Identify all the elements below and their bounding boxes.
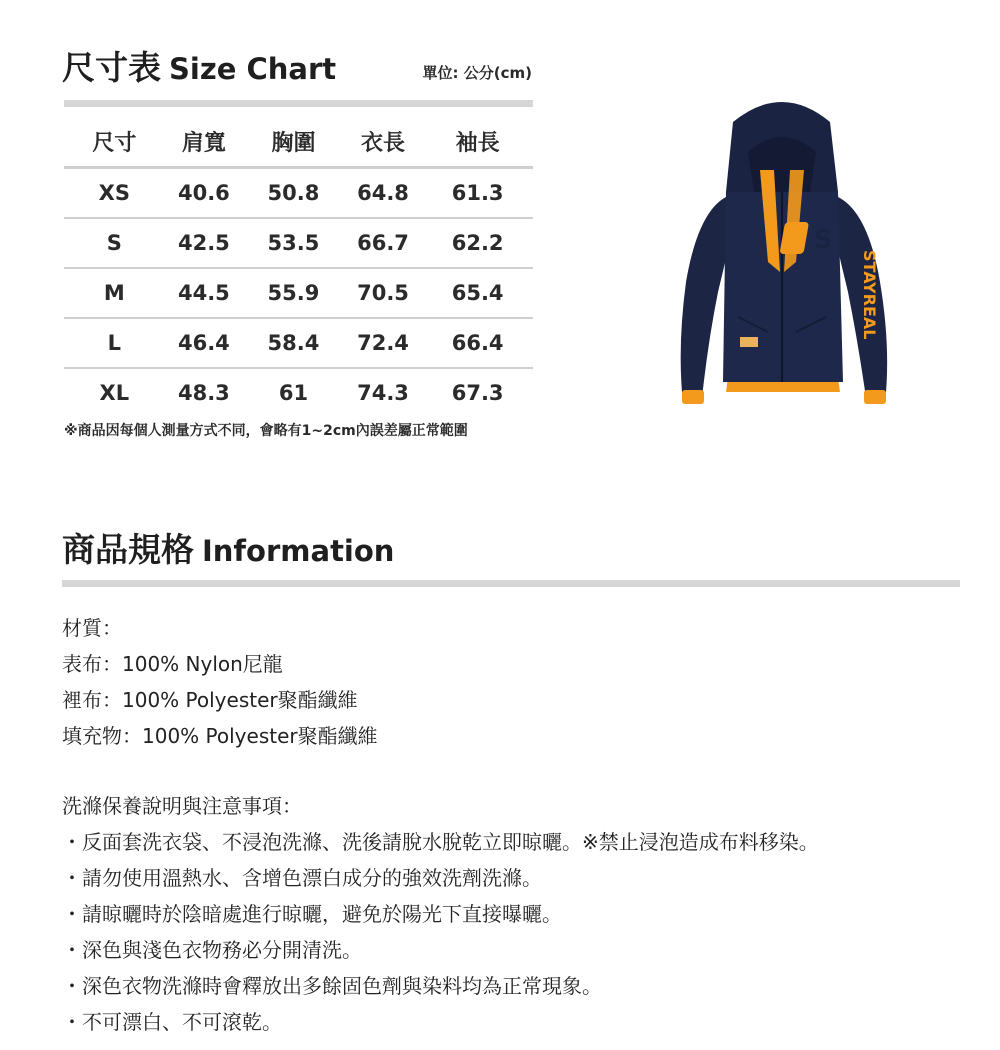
care-title: 洗滌保養說明與注意事項：	[62, 794, 302, 818]
column-header-chest: 胸圍	[243, 116, 344, 168]
table-cell: S	[64, 218, 165, 268]
table-cell: 70.5	[344, 268, 423, 318]
table-cell: 46.4	[165, 318, 244, 368]
measurement-note: ※商品因每個人測量方式不同，會略有1~2cm內誤差屬正常範圍	[64, 423, 468, 439]
table-cell: 48.3	[177, 381, 230, 405]
table-cell: 44.5	[165, 268, 244, 318]
jacket-pocket-label	[740, 337, 758, 347]
info-title	[62, 524, 394, 571]
table-cell: 62.2	[422, 218, 533, 268]
table-cell: 66.7	[344, 218, 423, 268]
table-cell: 61	[278, 381, 309, 405]
unit-label: 單位: 公分(cm)	[422, 64, 532, 82]
table-cell: 40.6	[165, 168, 244, 219]
care-item: ・請勿使用溫熱水、含增色漂白成分的強效洗劑洗滌。	[62, 866, 542, 890]
table-cell: 65.4	[422, 268, 533, 318]
size-chart-title-en: Size Chart	[169, 52, 337, 86]
jacket-right-cuff	[864, 390, 886, 404]
material-line: 表布：100% Nylon尼龍	[62, 652, 283, 676]
material-line: 填充物：100% Polyester聚酯纖維	[62, 724, 378, 748]
column-header-length: 衣長	[344, 116, 423, 168]
care-item: ・深色衣物洗滌時會釋放出多餘固色劑與染料均為正常現象。	[62, 974, 602, 998]
table-cell: 50.8	[243, 168, 344, 219]
info-title-en: Information	[202, 534, 395, 568]
info-title-cn: 商品規格	[62, 530, 194, 569]
care-item: ・反面套洗衣袋、不浸泡洗滌、洗後請脫水脫乾立即晾曬。※禁止浸泡造成布料移染。	[62, 830, 819, 854]
jacket-left-sleeve	[681, 197, 730, 398]
column-header-size: 尺寸	[64, 116, 165, 168]
table-row	[64, 318, 533, 368]
table-header-row	[64, 116, 533, 168]
table-cell: 42.5	[165, 218, 244, 268]
table-row	[64, 168, 533, 219]
care-item: ・深色與淺色衣物務必分開清洗。	[62, 938, 362, 962]
material-line: 裡布：100% Polyester聚酯纖維	[62, 688, 358, 712]
care-section	[62, 788, 819, 1040]
size-chart-title	[62, 42, 336, 89]
jacket-image	[668, 92, 896, 424]
column-header-shoulder: 肩寬	[165, 116, 244, 168]
table-cell: 58.4	[243, 318, 344, 368]
jacket-chest-logo: S	[813, 225, 833, 255]
care-item: ・請晾曬時於陰暗處進行晾曬，避免於陽光下直接曝曬。	[62, 902, 562, 926]
section-divider	[64, 100, 533, 107]
table-row	[64, 368, 533, 417]
size-chart-title-cn: 尺寸表	[62, 48, 161, 87]
material-line: 材質：	[62, 616, 122, 640]
table-row	[64, 218, 533, 268]
jacket-sleeve-brand: STAYREAL	[860, 250, 879, 340]
jacket-hood-opening	[748, 137, 816, 192]
size-table	[64, 116, 533, 417]
table-cell: XS	[64, 168, 165, 219]
size-chart-header	[62, 42, 532, 92]
table-cell: XL	[99, 381, 130, 405]
table-cell: 61.3	[422, 168, 533, 219]
table-row	[64, 268, 533, 318]
table-cell: L	[64, 318, 165, 368]
jacket-left-cuff	[682, 390, 704, 404]
table-cell: 74.3	[357, 381, 409, 405]
table-cell: 72.4	[344, 318, 423, 368]
table-cell: M	[64, 268, 165, 318]
material-section	[62, 610, 378, 754]
section-divider	[62, 580, 960, 587]
table-cell: 67.3	[451, 381, 504, 405]
table-cell: 64.8	[344, 168, 423, 219]
table-cell: 53.5	[243, 218, 344, 268]
column-header-sleeve: 袖長	[422, 116, 533, 168]
care-item: ・不可漂白、不可滾乾。	[62, 1010, 282, 1034]
table-cell: 55.9	[243, 268, 344, 318]
table-cell: 66.4	[422, 318, 533, 368]
